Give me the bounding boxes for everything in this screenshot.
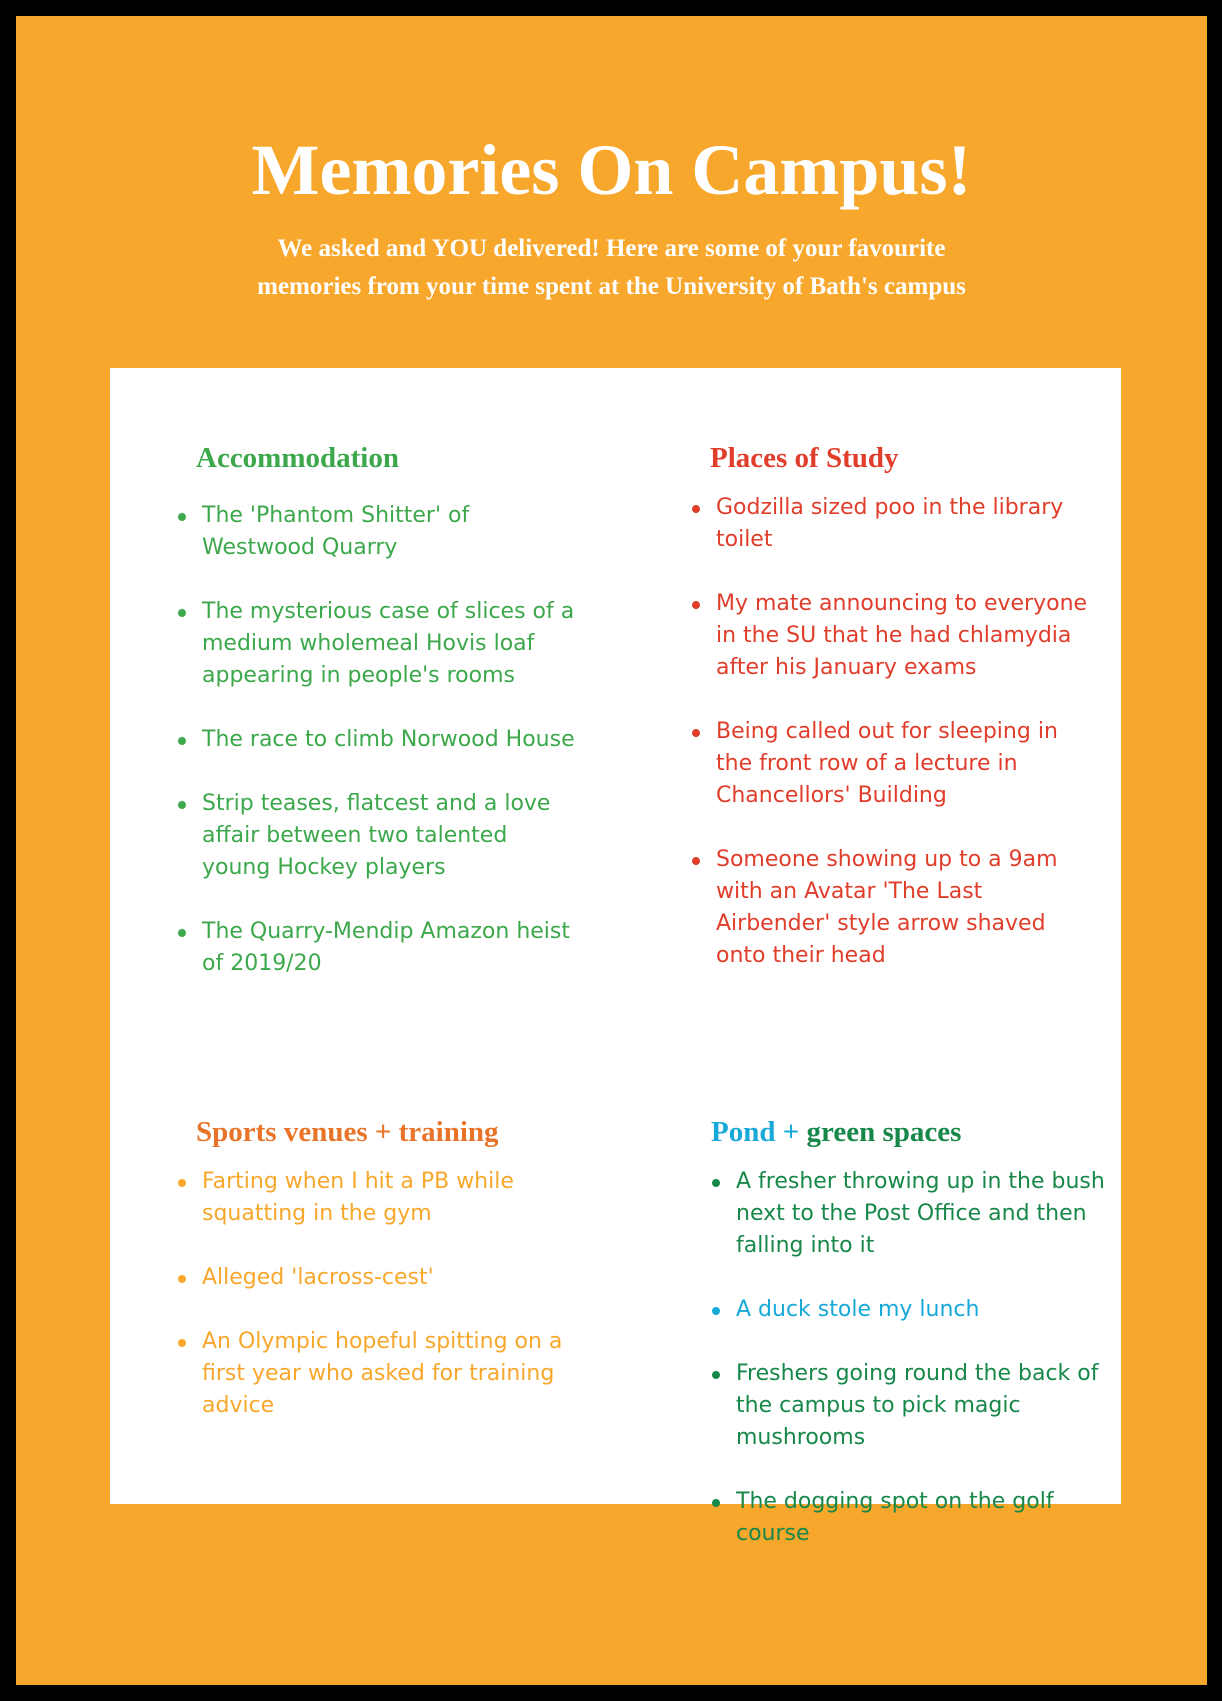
list-item: Being called out for sleeping in the front row of a lecture in Chancellors' Building [690, 716, 1090, 812]
page-title: Memories On Campus! [251, 130, 972, 210]
heading-plus: + [782, 1116, 800, 1148]
section-heading: Sports venues + training [196, 1116, 499, 1148]
list-item: The race to climb Norwood House [176, 724, 576, 756]
section-heading [711, 1114, 1111, 1150]
section-heading: Places of Study [710, 442, 899, 474]
memories-card [110, 368, 1121, 1546]
page-subtitle [16, 230, 1207, 306]
memory-list [690, 492, 1090, 972]
heading-green-spaces: green spaces [806, 1116, 962, 1148]
list-item: Farting when I hit a PB while squatting in the gym [176, 1166, 576, 1230]
list-item: A duck stole my lunch [710, 1294, 1111, 1326]
memory-list [176, 1166, 576, 1422]
list-item: My mate announcing to everyone in the SU that he had chlamydia after his January exams [690, 588, 1090, 684]
list-item: Freshers going round the back of the campus to pick magic mushrooms [710, 1358, 1111, 1454]
list-item: Godzilla sized poo in the library toilet [690, 492, 1090, 556]
list-item: The Quarry-Mendip Amazon heist of 2019/20 [176, 916, 576, 980]
section-pond-green-spaces [711, 1114, 1111, 1582]
memory-list [176, 500, 576, 980]
section-heading: Accommodation [196, 442, 399, 474]
list-item: The mysterious case of slices of a medium wholemeal Hovis loaf appearing in people's rooms [176, 596, 576, 692]
heading-pond: Pond [711, 1116, 776, 1148]
list-item: The dogging spot on the golf course [710, 1486, 1111, 1550]
list-item: A fresher throwing up in the bush next to the Post Office and then falling into it [710, 1166, 1111, 1262]
list-item: Strip teases, flatcest and a love affair between two talented young Hockey players [176, 788, 576, 884]
subtitle-line-1: We asked and YOU delivered! Here are some of your favourite [277, 235, 946, 262]
section-sports-venues [176, 1114, 576, 1454]
section-accommodation [176, 440, 576, 1012]
list-item: Someone showing up to a 9am with an Avatar 'The Last Airbender' style arrow shaved onto their head [690, 844, 1090, 972]
list-item: Alleged 'lacross-cest' [176, 1262, 576, 1294]
poster [16, 16, 1207, 1685]
list-item: The 'Phantom Shitter' of Westwood Quarry [176, 500, 576, 564]
section-places-of-study [690, 440, 1090, 1004]
list-item: An Olympic hopeful spitting on a first year who asked for training advice [176, 1326, 576, 1422]
memory-list [710, 1166, 1111, 1550]
subtitle-line-2: memories from your time spent at the University of Bath's campus [257, 273, 966, 300]
